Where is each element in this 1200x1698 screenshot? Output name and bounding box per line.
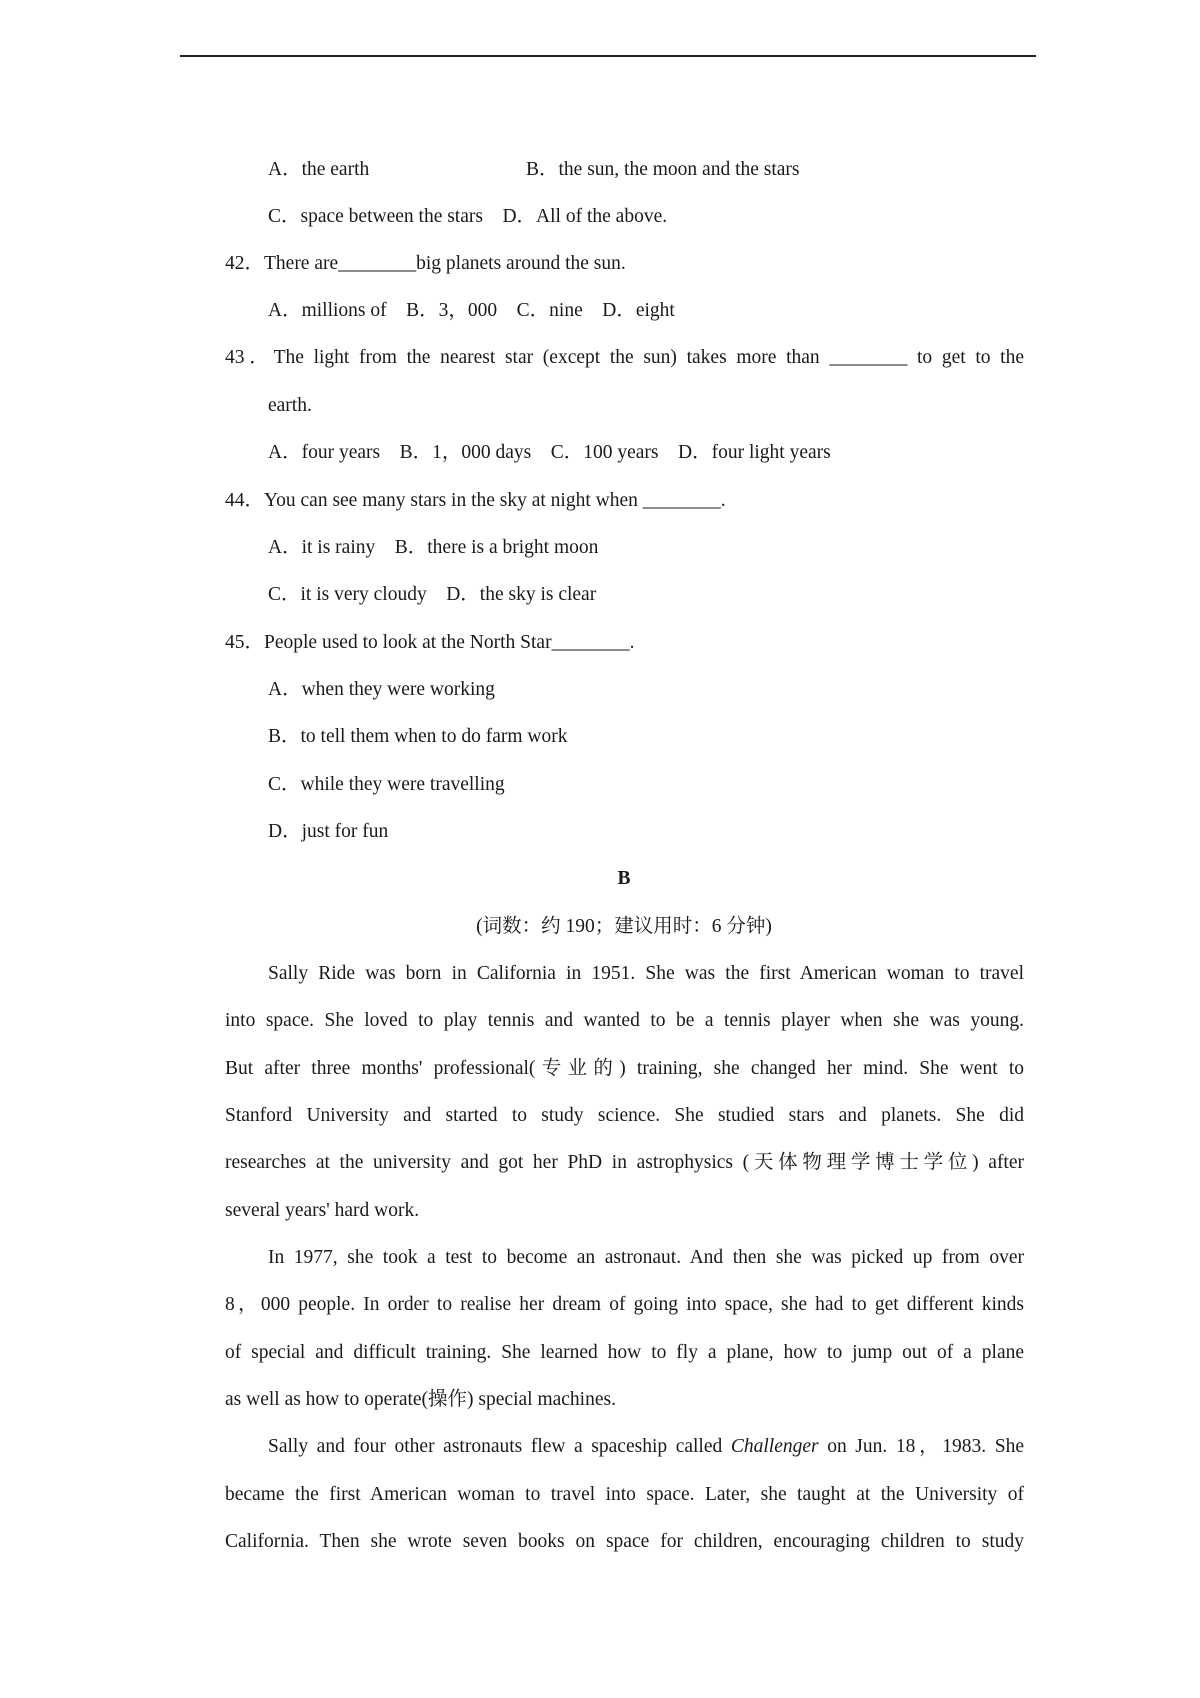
q44-option-c: C．it is very cloudy <box>268 584 427 605</box>
passage-p3-text-b: on Jun. 18，1983. She <box>827 1436 1025 1457</box>
header-rule <box>180 55 1036 57</box>
q43-option-a: A．four years <box>268 442 381 463</box>
q43-stem-line-2: earth. <box>268 395 312 416</box>
q42-option-a: A．millions of <box>268 300 387 321</box>
passage-p2-line-1: In 1977, she took a test to become an astronaut. And then she was picked up from over <box>268 1247 1024 1268</box>
passage-p3-line-1 <box>268 1434 1024 1460</box>
q45-option-a: A．when they were working <box>268 679 495 700</box>
passage-p3-line-3: California. Then she wrote seven books on space for children, encouraging children to study <box>225 1531 1024 1552</box>
passage-p3-line-2: became the first American woman to travel into space. Later, she taught at the University of <box>225 1484 1024 1505</box>
q42-options <box>268 298 675 324</box>
passage-p2-line-3: of special and difficult training. She learned how to fly a plane, how to jump out of a plane <box>225 1342 1024 1363</box>
q43-option-c: C．100 years <box>550 442 659 463</box>
q42-option-c: C．nine <box>516 300 583 321</box>
q43-stem-line-1: 43．The light from the nearest star (except the sun) takes more than ________ to get to the <box>225 347 1024 368</box>
passage-p1-line-5: researches at the university and got her PhD in astrophysics (天体物理学博士学位) after <box>225 1152 1024 1173</box>
passage-p1-line-6: several years' hard work. <box>225 1200 420 1221</box>
q43-option-d: D．four light years <box>678 442 831 463</box>
q42-option-b: B．3，000 <box>406 300 498 321</box>
q41-option-c: C．space between the stars <box>268 206 483 227</box>
passage-p1-line-3: But after three months' professional(专业的) training, she changed her mind. She went to <box>225 1058 1024 1079</box>
q45-option-b: B．to tell them when to do farm work <box>268 726 568 747</box>
passage-p3-text-a: Sally and four other astronauts flew a spaceship called <box>268 1436 723 1457</box>
q44-options-row-2 <box>268 582 596 608</box>
q41-option-b: B．the sun, the moon and the stars <box>526 159 800 180</box>
q45-option-d: D．just for fun <box>268 821 389 842</box>
passage-p1-line-1: Sally Ride was born in California in 1951. She was the first American woman to travel <box>268 963 1024 984</box>
q45-option-c: C．while they were travelling <box>268 774 505 795</box>
passage-p1-line-4: Stanford University and started to study science. She studied stars and planets. She did <box>225 1105 1024 1126</box>
q42-stem: 42．There are________big planets around the sun. <box>225 253 626 274</box>
q42-option-d: D．eight <box>602 300 675 321</box>
q44-stem: 44．You can see many stars in the sky at night when ________. <box>225 490 726 511</box>
q44-option-b: B．there is a bright moon <box>394 537 599 558</box>
section-note: (词数：约 190；建议用时：6 分钟) <box>476 916 772 937</box>
q44-options-row-1 <box>268 535 598 561</box>
passage-p1-line-2: into space. She loved to play tennis and wanted to be a tennis player when she was young. <box>225 1010 1024 1031</box>
q43-option-b: B．1，000 days <box>399 442 532 463</box>
q41-option-row-2 <box>268 204 667 230</box>
q44-option-a: A．it is rainy <box>268 537 376 558</box>
q41-option-a: A．the earth <box>268 159 370 180</box>
q41-option-row-1 <box>268 157 800 183</box>
passage-p2-line-4: as well as how to operate(操作) special machines. <box>225 1389 616 1410</box>
q44-option-d: D．the sky is clear <box>446 584 597 605</box>
spaceship-name: Challenger <box>730 1436 819 1457</box>
q41-option-d: D．All of the above. <box>502 206 668 227</box>
passage-p2-line-2: 8，000 people. In order to realise her dream of going into space, she had to get different kinds <box>225 1294 1024 1315</box>
q45-stem: 45．People used to look at the North Star________. <box>225 632 635 653</box>
q43-options <box>268 440 831 466</box>
section-heading: B <box>617 868 631 889</box>
